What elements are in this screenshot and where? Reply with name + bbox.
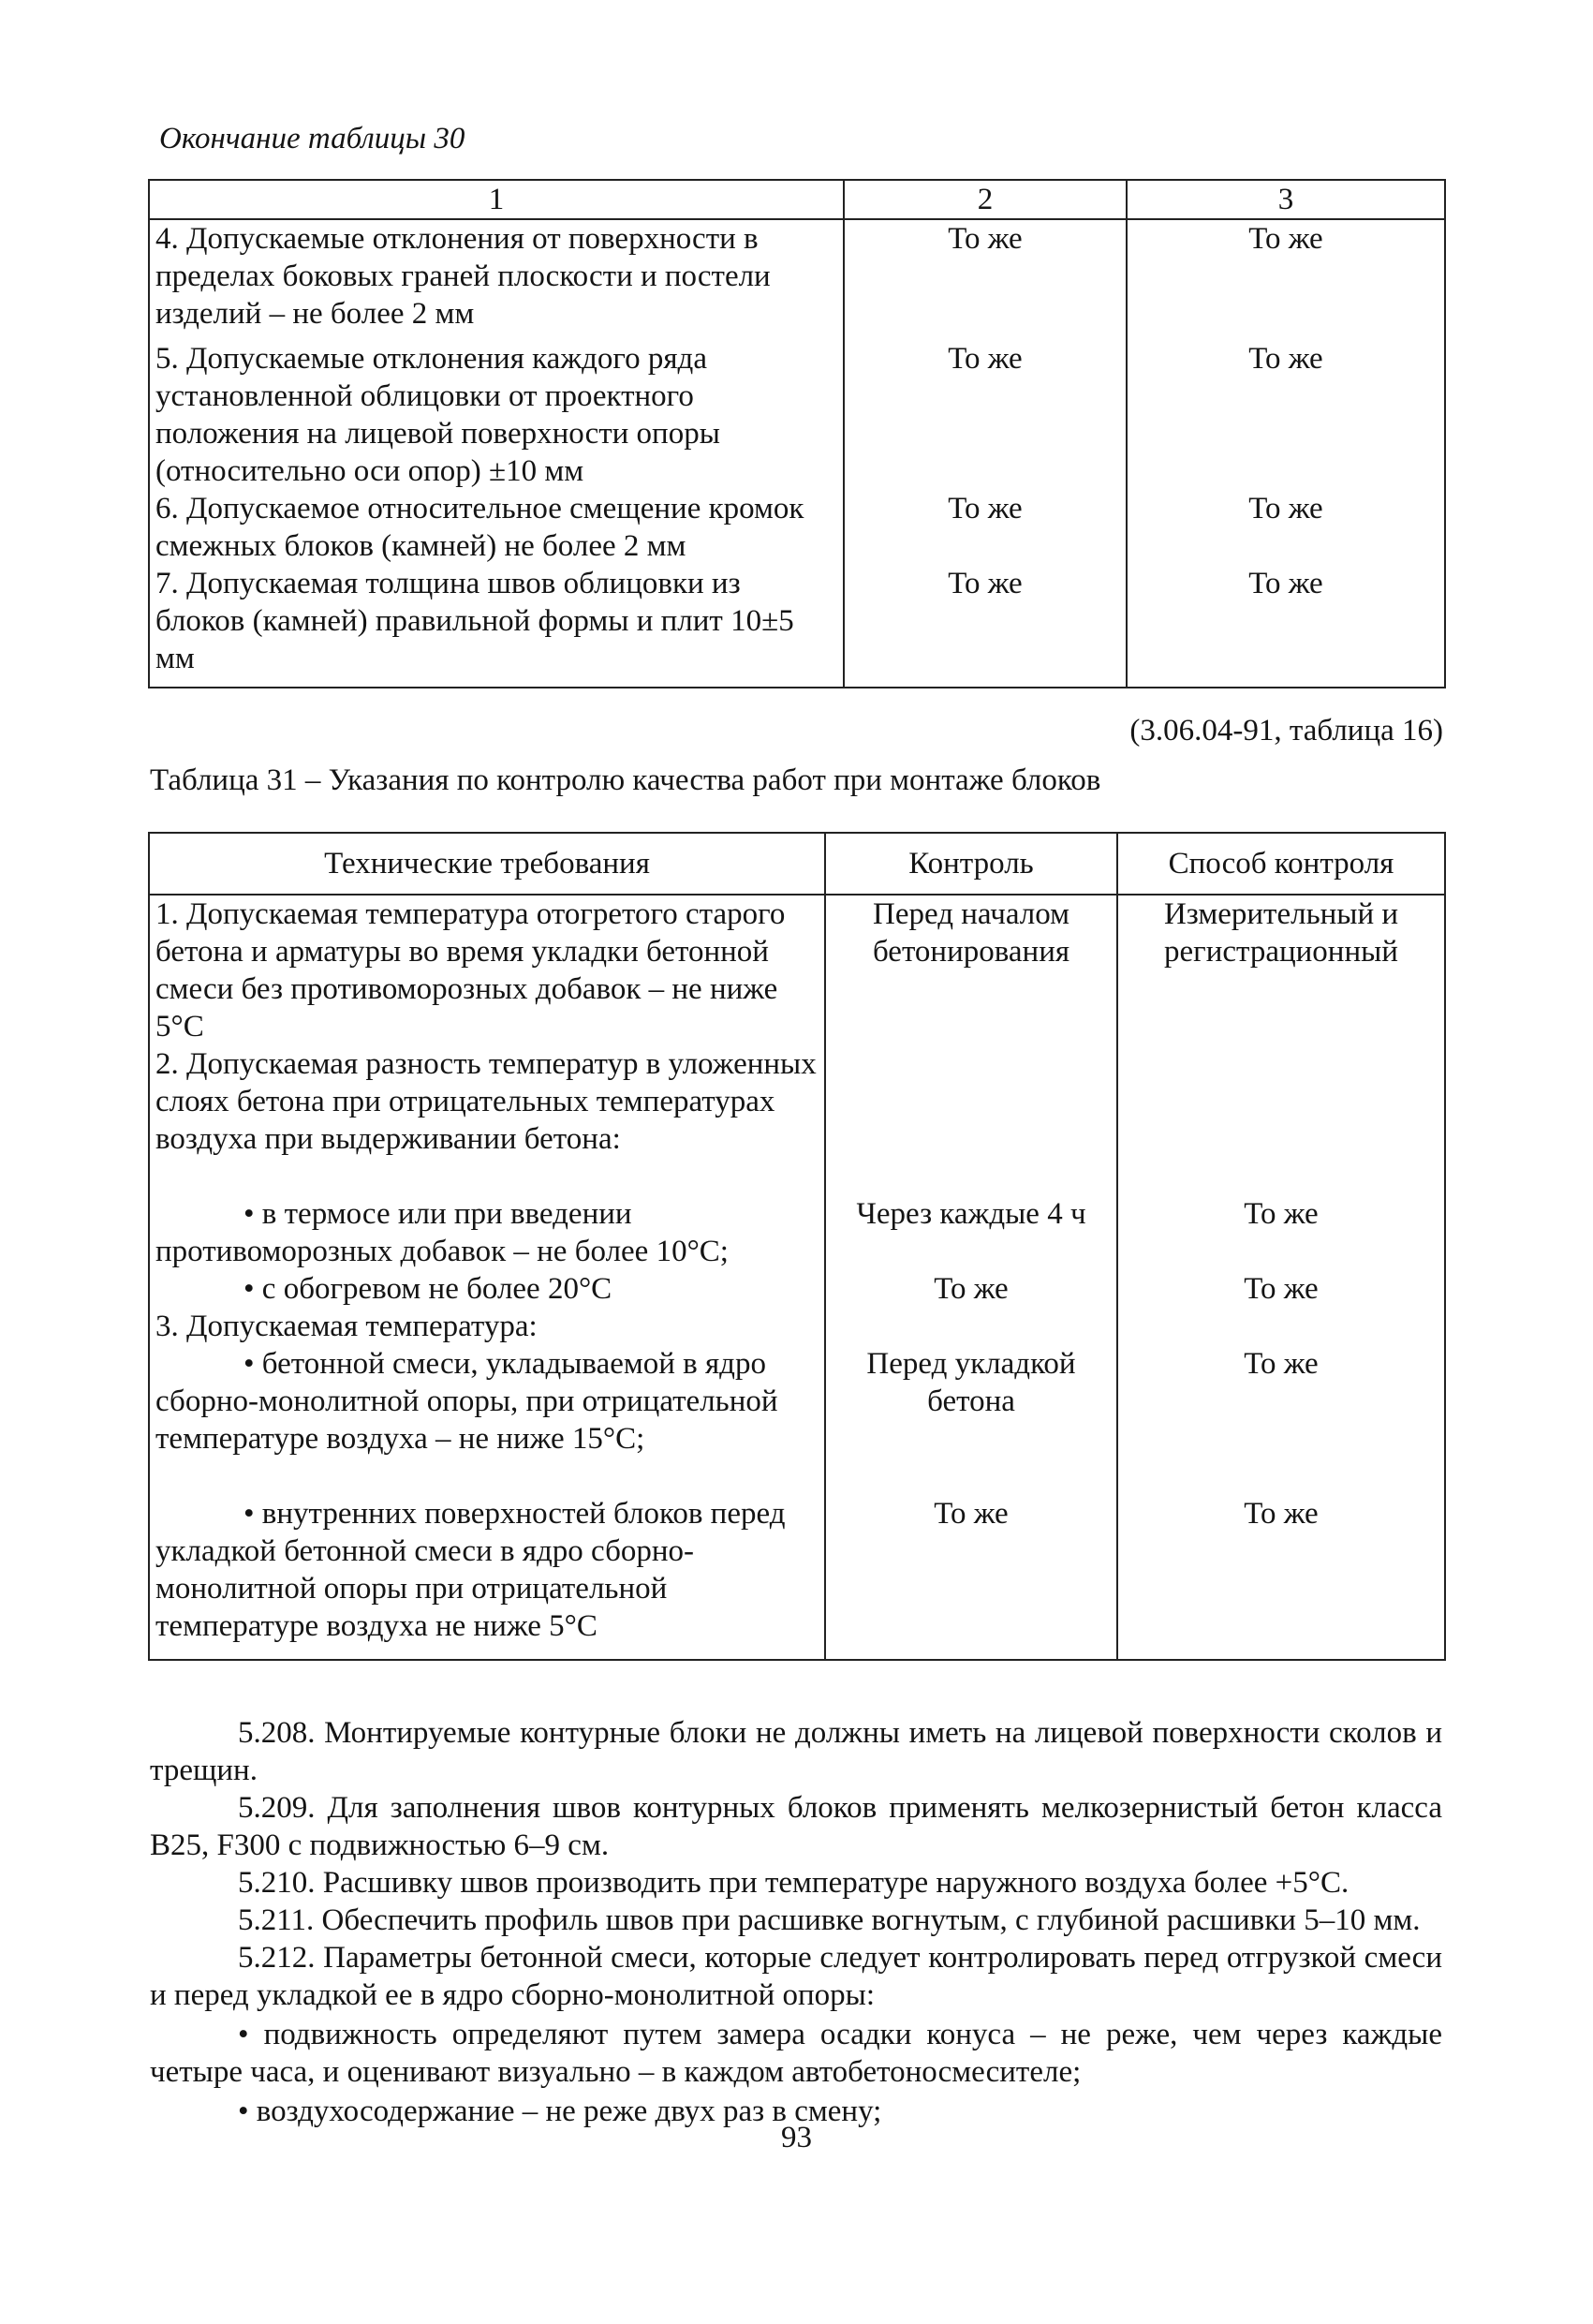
table-row xyxy=(149,340,1445,490)
paragraph-5-211 xyxy=(150,1902,1442,1939)
table-31-title: Таблица 31 – Указания по контролю качества работ при монтаже блоков xyxy=(150,763,1101,797)
table-row xyxy=(149,895,1445,1045)
table-row xyxy=(149,1045,1445,1195)
table-cell: То же xyxy=(844,340,1127,490)
table-row xyxy=(149,1195,1445,1270)
requirement-cell: 6. Допускаемое относительное смещение кромок смежных блоков (камней) не более 2 мм xyxy=(149,490,844,565)
table-row xyxy=(149,1495,1445,1660)
table-header-cell: 1 xyxy=(149,180,844,219)
table-header-cell: Технические требования xyxy=(149,833,825,895)
table-row xyxy=(149,565,1445,688)
control-cell xyxy=(825,1308,1117,1345)
method-cell: То же xyxy=(1117,1195,1445,1270)
table-31 xyxy=(148,832,1446,1661)
control-cell: То же xyxy=(825,1495,1117,1660)
table-header-cell: Контроль xyxy=(825,833,1117,895)
requirement-cell: 3. Допускаемая температура: xyxy=(149,1308,825,1345)
paragraph-text: 5.211. Обеспечить профиль швов при расшивке вогнутым, с глубиной расшивки 5–10 мм. xyxy=(238,1903,1421,1937)
table-row xyxy=(149,490,1445,565)
table-row xyxy=(149,1308,1445,1345)
paragraph-5-210 xyxy=(150,1864,1442,1902)
table-header-cell: 3 xyxy=(1127,180,1445,219)
table-header-row xyxy=(149,833,1445,895)
requirement-cell: 5. Допускаемые отклонения каждого ряда установленной облицовки от проектного положения на лицевой поверхности опоры (относительно оси опор) ±10 мм xyxy=(149,340,844,490)
table-cell: То же xyxy=(844,565,1127,688)
table-row xyxy=(149,219,1445,340)
bullet-text: • воздухосодержание – не реже двух раз в смену; xyxy=(238,2095,882,2128)
requirement-cell: 7. Допускаемая толщина швов облицовки из блоков (камней) правильной формы и плит 10±5 мм xyxy=(149,565,844,688)
paragraph-text: 5.210. Расшивку швов производить при температуре наружного воздуха более +5°С. xyxy=(238,1866,1350,1900)
paragraph-5-212 xyxy=(150,1939,1442,2014)
paragraph-5-208 xyxy=(150,1714,1442,1789)
control-cell: Через каждые 4 ч xyxy=(825,1195,1117,1270)
table-header-cell: Способ контроля xyxy=(1117,833,1445,895)
source-reference: (3.06.04-91, таблица 16) xyxy=(1129,714,1443,748)
control-cell: То же xyxy=(825,1270,1117,1308)
control-cell: Перед укладкой бетона xyxy=(825,1345,1117,1495)
requirement-cell: • внутренних поверхностей блоков перед укладкой бетонной смеси в ядро сборно-монолитной опоры при отрицательной температуре воздуха не ниже 5°С xyxy=(149,1495,825,1660)
table-cell: То же xyxy=(844,490,1127,565)
control-cell: Перед началом бетонирования xyxy=(825,895,1117,1045)
table-cell: То же xyxy=(1127,490,1445,565)
control-cell xyxy=(825,1045,1117,1195)
method-cell: Измерительный и регистрационный xyxy=(1117,895,1445,1045)
table-header-cell: 2 xyxy=(844,180,1127,219)
requirement-cell: 4. Допускаемые отклонения от поверхности в пределах боковых граней плоскости и постели изделий – не более 2 мм xyxy=(149,219,844,340)
table-continuation-caption: Окончание таблицы 30 xyxy=(159,122,465,155)
method-cell: То же xyxy=(1117,1345,1445,1495)
table-header-row xyxy=(149,180,1445,219)
page-number: 93 xyxy=(781,2121,812,2154)
requirement-cell: • в термосе или при введении противоморозных добавок – не более 10°С; xyxy=(149,1195,825,1270)
method-cell xyxy=(1117,1045,1445,1195)
requirement-cell: • с обогревом не более 20°С xyxy=(149,1270,825,1308)
paragraph-text: 5.208. Монтируемые контурные блоки не должны иметь на лицевой поверхности сколов и трещин. xyxy=(150,1716,1442,1787)
paragraph-text: 5.209. Для заполнения швов контурных блоков применять мелкозернистый бетон класса В25, F300 с подвижностью 6–9 см. xyxy=(150,1791,1442,1862)
body-text xyxy=(150,1714,1442,2130)
requirement-cell: 2. Допускаемая разность температур в уложенных слоях бетона при отрицательных температурах воздуха при выдерживании бетона: xyxy=(149,1045,825,1195)
table-row xyxy=(149,1270,1445,1308)
method-cell: То же xyxy=(1117,1495,1445,1660)
table-cell: То же xyxy=(1127,340,1445,490)
method-cell: То же xyxy=(1117,1270,1445,1308)
table-cell: То же xyxy=(1127,219,1445,340)
table-30 xyxy=(148,179,1446,688)
requirement-cell: • бетонной смеси, укладываемой в ядро сборно-монолитной опоры, при отрицательной температуре воздуха – не ниже 15°С; xyxy=(149,1345,825,1495)
method-cell xyxy=(1117,1308,1445,1345)
table-cell: То же xyxy=(844,219,1127,340)
paragraph-5-209 xyxy=(150,1789,1442,1864)
bullet-item xyxy=(150,2016,1442,2091)
table-row xyxy=(149,1345,1445,1495)
requirement-cell: 1. Допускаемая температура отогретого старого бетона и арматуры во время укладки бетонной смеси без противоморозных добавок – не ниже 5°С xyxy=(149,895,825,1045)
paragraph-text: 5.212. Параметры бетонной смеси, которые следует контролировать перед отгрузкой смеси и перед укладкой ее в ядро сборно-монолитной опоры: xyxy=(150,1941,1442,2012)
bullet-text: • подвижность определяют путем замера осадки конуса – не реже, чем через каждые четыре часа, и оценивают визуально – в каждом автобетоносмесителе; xyxy=(150,2018,1442,2089)
table-cell: То же xyxy=(1127,565,1445,688)
